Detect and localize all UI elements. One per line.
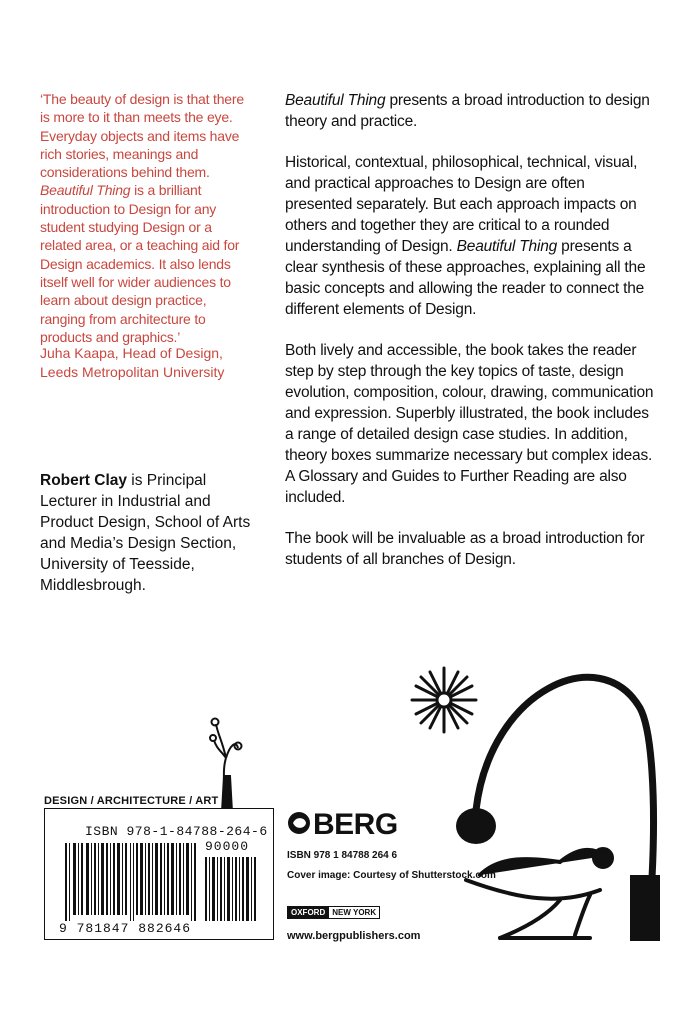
book-title: Beautiful Thing	[456, 238, 558, 255]
endorser-institution: Leeds Metropolitan University	[40, 363, 225, 380]
oxford-newyork-badge	[287, 906, 380, 919]
publisher-isbn: ISBN 978 1 84788 264 6	[287, 850, 398, 861]
chaise-longue-icon	[466, 849, 612, 938]
publisher-logo	[287, 808, 398, 842]
starburst-clock-icon	[412, 668, 476, 732]
description-text: presents a clear synthesis of these approaches, explaining all the basic concepts and allowing the reader to connect the different elements of Design.	[285, 238, 646, 318]
quote-text-start: ‘The beauty of design is that there is more to it than meets the eye. Everyday objects and items have rich stories, meanings and considerations behind them.	[40, 91, 244, 181]
description-text: presents a broad introduction to design theory and practice.	[285, 92, 650, 130]
publisher-website[interactable]: www.bergpublishers.com	[287, 930, 421, 942]
price-addon-number: 90000	[205, 839, 250, 854]
category-label: DESIGN / ARCHITECTURE / ART	[44, 795, 219, 807]
newyork-label: NEW YORK	[329, 906, 380, 919]
quote-text-end: is a brilliant introduction to Design for any student studying Design or a related area, or a teaching aid for Design academics. It also lends itself well for wider audiences to learn about design practice, ranging from architecture to products and graphics.’	[40, 182, 240, 345]
description-paragraph: Both lively and accessible, the book takes the reader step by step through the key topics of taste, design evolution, composition, colour, drawing, communication and expression. Superbly illustrated, the book includes a range of detailed design case studies. In addition, theory boxes summarize necessary but complex ideas. A Glossary and Guides to Further Reading are also included.	[285, 342, 654, 506]
ean-number: 9 781847 882646	[59, 921, 192, 936]
endorser-name: Juha Kaapa	[40, 345, 115, 361]
barcode-icon	[45, 809, 273, 939]
author-name: Robert Clay	[40, 472, 127, 489]
quote-book-title: Beautiful Thing	[40, 182, 131, 199]
endorser-role: , Head of Design,	[114, 345, 223, 361]
publisher-name: BERG	[313, 808, 398, 841]
book-title: Beautiful Thing	[285, 92, 386, 109]
description-text: Historical, contextual, philosophical, technical, visual, and practical approaches to Design are often presented separately. But each approach impacts on others and together they are critical to a rounded understanding of Design.	[285, 154, 638, 255]
oxford-label: OXFORD	[287, 906, 329, 919]
isbn-label: ISBN 978-1-84788-264-6	[85, 824, 268, 839]
barcode-panel	[44, 808, 274, 940]
description-paragraph: The book will be invaluable as a broad introduction for students of all branches of Design.	[285, 530, 645, 568]
cover-credit: Cover image: Courtesy of Shutterstock.com	[287, 870, 496, 881]
author-bio-text: is Principal Lecturer in Industrial and Product Design, School of Arts and Media’s Design Section, University of Teesside, Middlesbrough.	[40, 472, 251, 594]
